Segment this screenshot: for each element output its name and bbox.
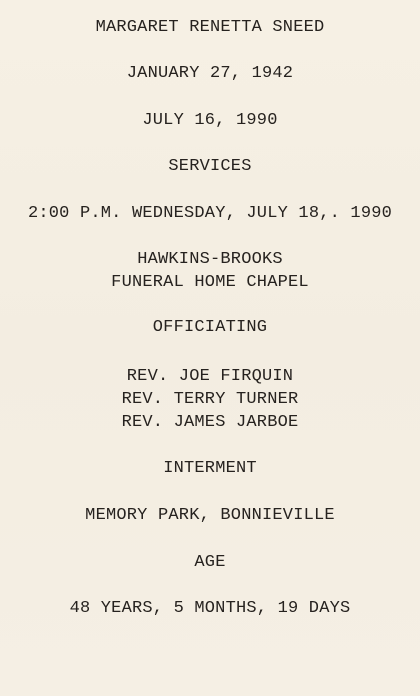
location-line-1: HAWKINS-BROOKS bbox=[137, 250, 283, 269]
age-value: 48 YEARS, 5 MONTHS, 19 DAYS bbox=[69, 599, 351, 618]
officiant: REV. TERRY TURNER bbox=[121, 390, 299, 409]
interment-heading: INTERMENT bbox=[163, 459, 257, 478]
services-heading: SERVICES bbox=[168, 157, 252, 176]
officiant: REV. JAMES JARBOE bbox=[121, 413, 299, 432]
services-time: 2:00 P.M. WEDNESDAY, JULY 18,. 1990 bbox=[27, 204, 393, 223]
age-heading: AGE bbox=[194, 553, 226, 572]
location-line-2: FUNERAL HOME CHAPEL bbox=[111, 273, 309, 292]
birth-date: JANUARY 27, 1942 bbox=[126, 64, 294, 83]
deceased-name: MARGARET RENETTA SNEED bbox=[95, 18, 325, 37]
interment-place: MEMORY PARK, BONNIEVILLE bbox=[85, 506, 335, 525]
officiant: REV. JOE FIRQUIN bbox=[126, 367, 294, 386]
death-date: JULY 16, 1990 bbox=[142, 111, 278, 130]
officiating-heading: OFFICIATING bbox=[152, 318, 268, 337]
